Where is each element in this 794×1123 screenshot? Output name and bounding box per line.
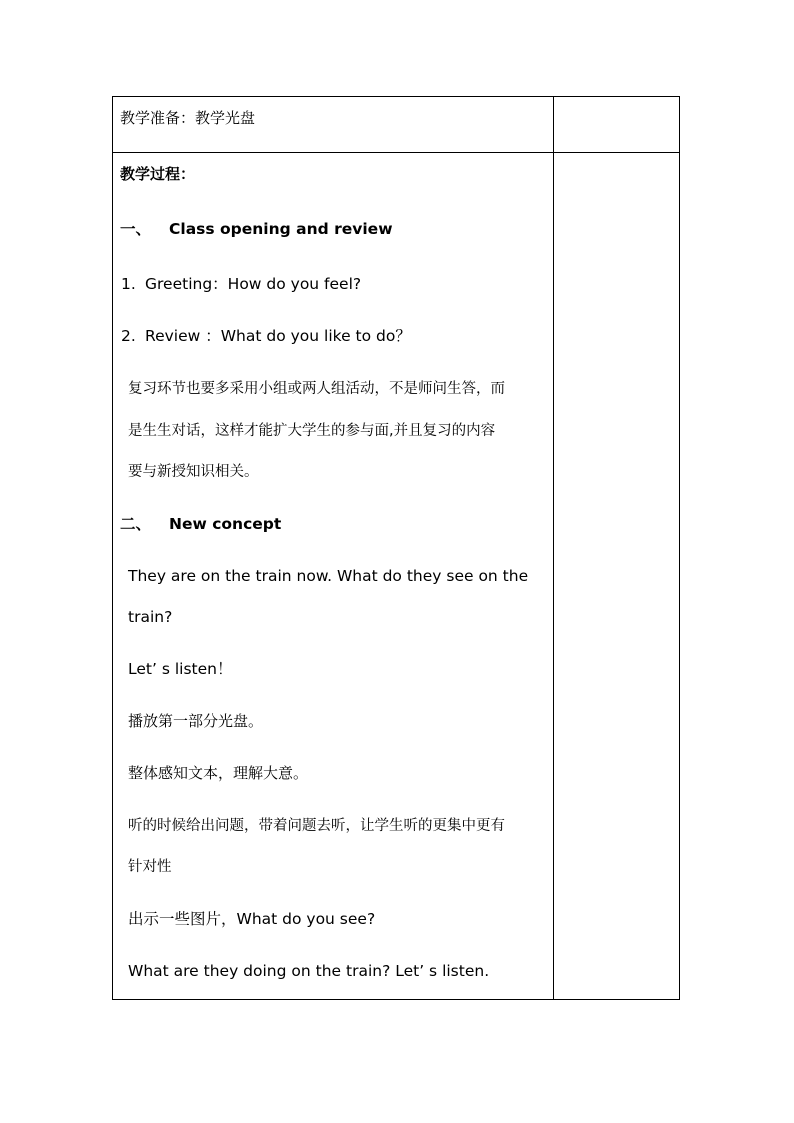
concept-line: train? xyxy=(128,608,173,626)
concept-line: 整体感知文本，理解大意。 xyxy=(128,764,309,782)
item-1-number: 1. xyxy=(121,275,136,293)
review-note-line: 要与新授知识相关。 xyxy=(128,464,259,480)
item-2-text: Review ：What do you like to do？ xyxy=(145,327,411,345)
concept-line: 出示一些图片，What do you see? xyxy=(128,910,376,928)
lesson-plan-table xyxy=(112,96,680,1000)
concept-line: 针对性 xyxy=(128,859,172,875)
section-1-title: Class opening and review xyxy=(169,220,393,238)
review-note-line: 复习环节也要多采用小组或两人组活动，不是师问生答，而 xyxy=(128,381,505,397)
section-2-number: 二、 xyxy=(120,515,152,533)
row-divider xyxy=(113,152,679,153)
column-divider xyxy=(553,97,554,999)
concept-line: Let’ s listen！ xyxy=(128,660,233,678)
preparation-row xyxy=(120,108,255,128)
process-label: 教学过程： xyxy=(120,165,196,183)
concept-line: They are on the train now. What do they see on the xyxy=(128,567,529,585)
review-note-line: 是生生对话，这样才能扩大学生的参与面,并且复习的内容 xyxy=(128,423,496,439)
preparation-value: 教学光盘 xyxy=(195,109,256,127)
section-2-title: New concept xyxy=(169,515,282,533)
item-1-text: Greeting：How do you feel? xyxy=(145,275,362,293)
section-1-number: 一、 xyxy=(120,220,152,238)
item-2-number: 2. xyxy=(121,327,136,345)
concept-line: 听的时候给出问题，带着问题去听，让学生听的更集中更有 xyxy=(128,818,505,834)
preparation-label: 教学准备： xyxy=(120,109,196,127)
concept-line: 播放第一部分光盘。 xyxy=(128,712,264,730)
concept-line: What are they doing on the train? Let’ s listen. xyxy=(128,962,490,980)
